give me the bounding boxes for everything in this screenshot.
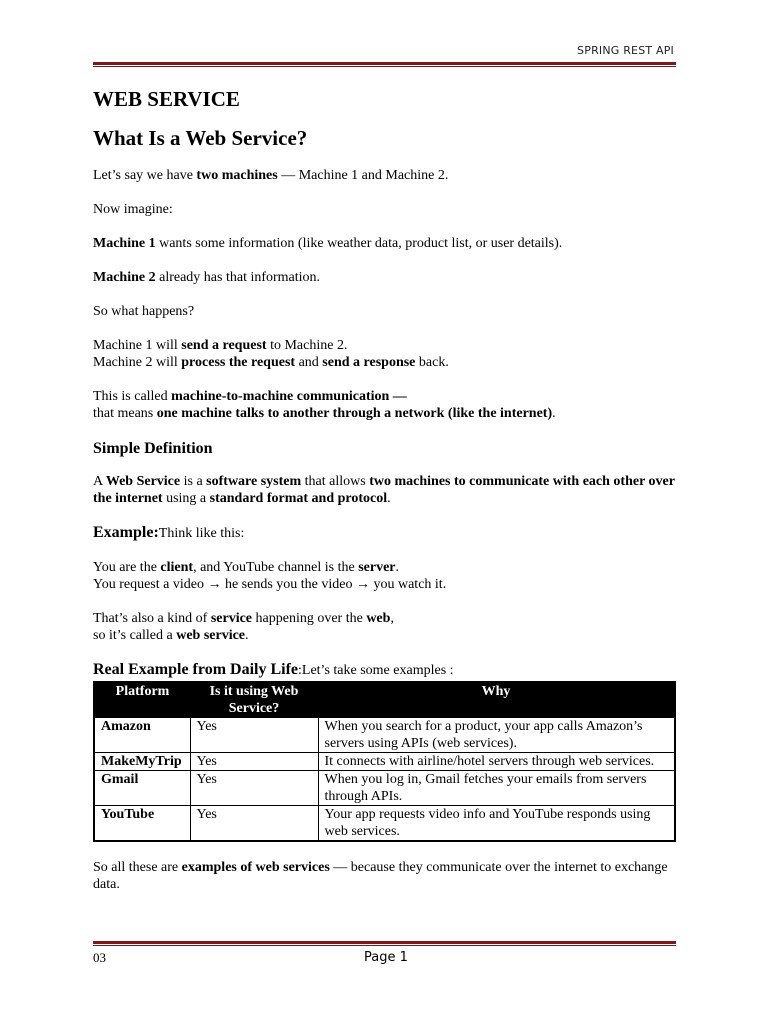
header-rule	[93, 62, 676, 67]
table-cell: It connects with airline/hotel servers through web services.	[318, 753, 675, 771]
table-cell: Your app requests video info and YouTube responds using web services.	[318, 806, 675, 842]
table-cell: When you search for a product, your app calls Amazon’s servers using APIs (web services).	[318, 718, 675, 753]
table-header-row	[94, 682, 675, 718]
paragraph: Machine 1 will send a request to Machine 2. Machine 2 will process the request and send a response back.	[93, 338, 449, 370]
footer-number: 03	[93, 950, 106, 965]
real-example-line: Real Example from Daily Life:Let’s take some examples :	[93, 661, 454, 678]
table-cell: Amazon	[94, 718, 190, 753]
table-cell: Yes	[190, 806, 318, 842]
table-cell: Yes	[190, 753, 318, 771]
table-cell: MakeMyTrip	[94, 753, 190, 771]
example-line: Example:Think like this:	[93, 524, 245, 541]
page-number: Page 1	[364, 950, 408, 965]
table-cell: When you log in, Gmail fetches your emails from servers through APIs.	[318, 771, 675, 806]
table-cell: Gmail	[94, 771, 190, 806]
header-title: SPRING REST API	[577, 44, 674, 57]
paragraph: Now imagine:	[93, 202, 173, 217]
definition-paragraph: A Web Service is a software system that allows two machines to communicate with each other over the internet using a standard format and protocol.	[93, 474, 675, 506]
table-row	[94, 753, 675, 771]
paragraph: Machine 1 wants some information (like weather data, product list, or user details).	[93, 236, 563, 251]
table-cell: Yes	[190, 718, 318, 753]
table-row	[94, 771, 675, 806]
table-header-cell: Is it using Web Service?	[190, 682, 318, 718]
document-body	[93, 86, 676, 910]
table-header-cell: Platform	[94, 682, 190, 718]
paragraph: That’s also a kind of service happening over the web, so it’s called a web service.	[93, 611, 394, 643]
table-row	[94, 806, 675, 842]
paragraph: You are the client, and YouTube channel is the server. You request a video → he sends you the video → you watch it.	[93, 560, 447, 592]
table-header-cell: Why	[318, 682, 675, 718]
examples-table	[93, 681, 676, 842]
paragraph: This is called machine-to-machine communication — that means one machine talks to another through a network (like the internet).	[93, 389, 556, 421]
subsection-heading: Simple Definition	[93, 440, 213, 457]
paragraph: Machine 2 already has that information.	[93, 270, 321, 285]
paragraph: Let’s say we have two machines — Machine 1 and Machine 2.	[93, 168, 449, 183]
section-heading: What Is a Web Service?	[93, 126, 308, 150]
paragraph: So what happens?	[93, 304, 195, 319]
table-row	[94, 718, 675, 753]
page-title: WEB SERVICE	[93, 87, 240, 111]
table-cell: YouTube	[94, 806, 190, 842]
closing-paragraph: So all these are examples of web services — because they communicate over the internet to exchange data.	[93, 860, 668, 892]
footer-rule	[93, 941, 676, 946]
table-cell: Yes	[190, 771, 318, 806]
